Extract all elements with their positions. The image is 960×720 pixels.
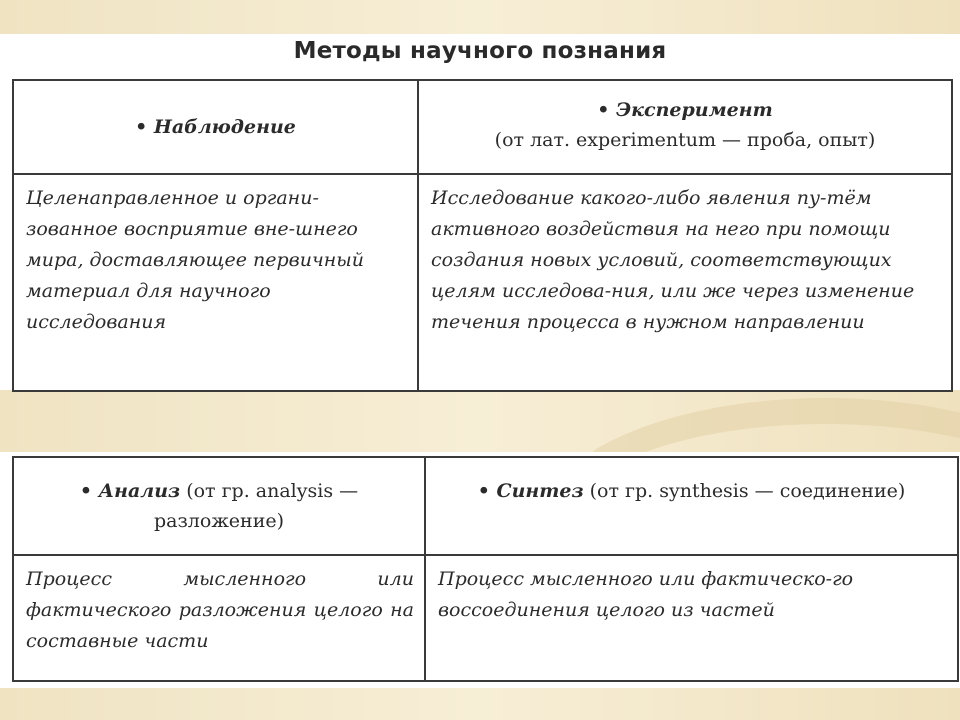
- background-top: [0, 0, 960, 34]
- header-cell-analysis: [13, 457, 425, 555]
- table-row: [13, 174, 952, 391]
- definition-observation: Целенаправленное и органи-зованное восприятие вне-шнего мира, доставляющее первичный материал для научного исследования: [26, 187, 365, 333]
- definition-analysis: Процесс мысленного или фактического разложения целого на составные части: [26, 568, 414, 652]
- header-cell-observation: [13, 80, 418, 174]
- body-cell-synthesis: [425, 555, 958, 681]
- page-title: Методы научного познания: [293, 38, 667, 64]
- background-bottom: [0, 688, 960, 720]
- heading-observation: • Наблюдение: [135, 116, 296, 138]
- body-cell-experiment: [418, 174, 952, 391]
- header-cell-synthesis: [425, 457, 958, 555]
- methods-table-1: [12, 79, 953, 392]
- heading-experiment: • Эксперимент: [597, 99, 773, 121]
- subheading-experiment: (от лат. experimentum — проба, опыт): [494, 129, 876, 151]
- definition-experiment: Исследование какого-либо явления пу-тём активного воздействия на него при помощи создания новых условий, соответствующих целям исследова-ния, или же через изменение течения процесса в нужном направлении: [431, 187, 915, 333]
- definition-synthesis: Процесс мысленного или фактическо-го воссоединения целого из частей: [438, 568, 854, 621]
- body-cell-observation: [13, 174, 418, 391]
- methods-table-2: [12, 456, 959, 682]
- heading-analysis-origin: (от гр. analysis — разложение): [153, 480, 359, 532]
- heading-synthesis-origin: (от гр. synthesis — соединение): [589, 480, 906, 502]
- heading-analysis: • Анализ: [79, 480, 181, 502]
- heading-synthesis: • Синтез: [477, 480, 584, 502]
- body-cell-analysis: [13, 555, 425, 681]
- table-row: [13, 555, 958, 681]
- header-cell-experiment: [418, 80, 952, 174]
- table-row: [13, 457, 958, 555]
- table-row: [13, 80, 952, 174]
